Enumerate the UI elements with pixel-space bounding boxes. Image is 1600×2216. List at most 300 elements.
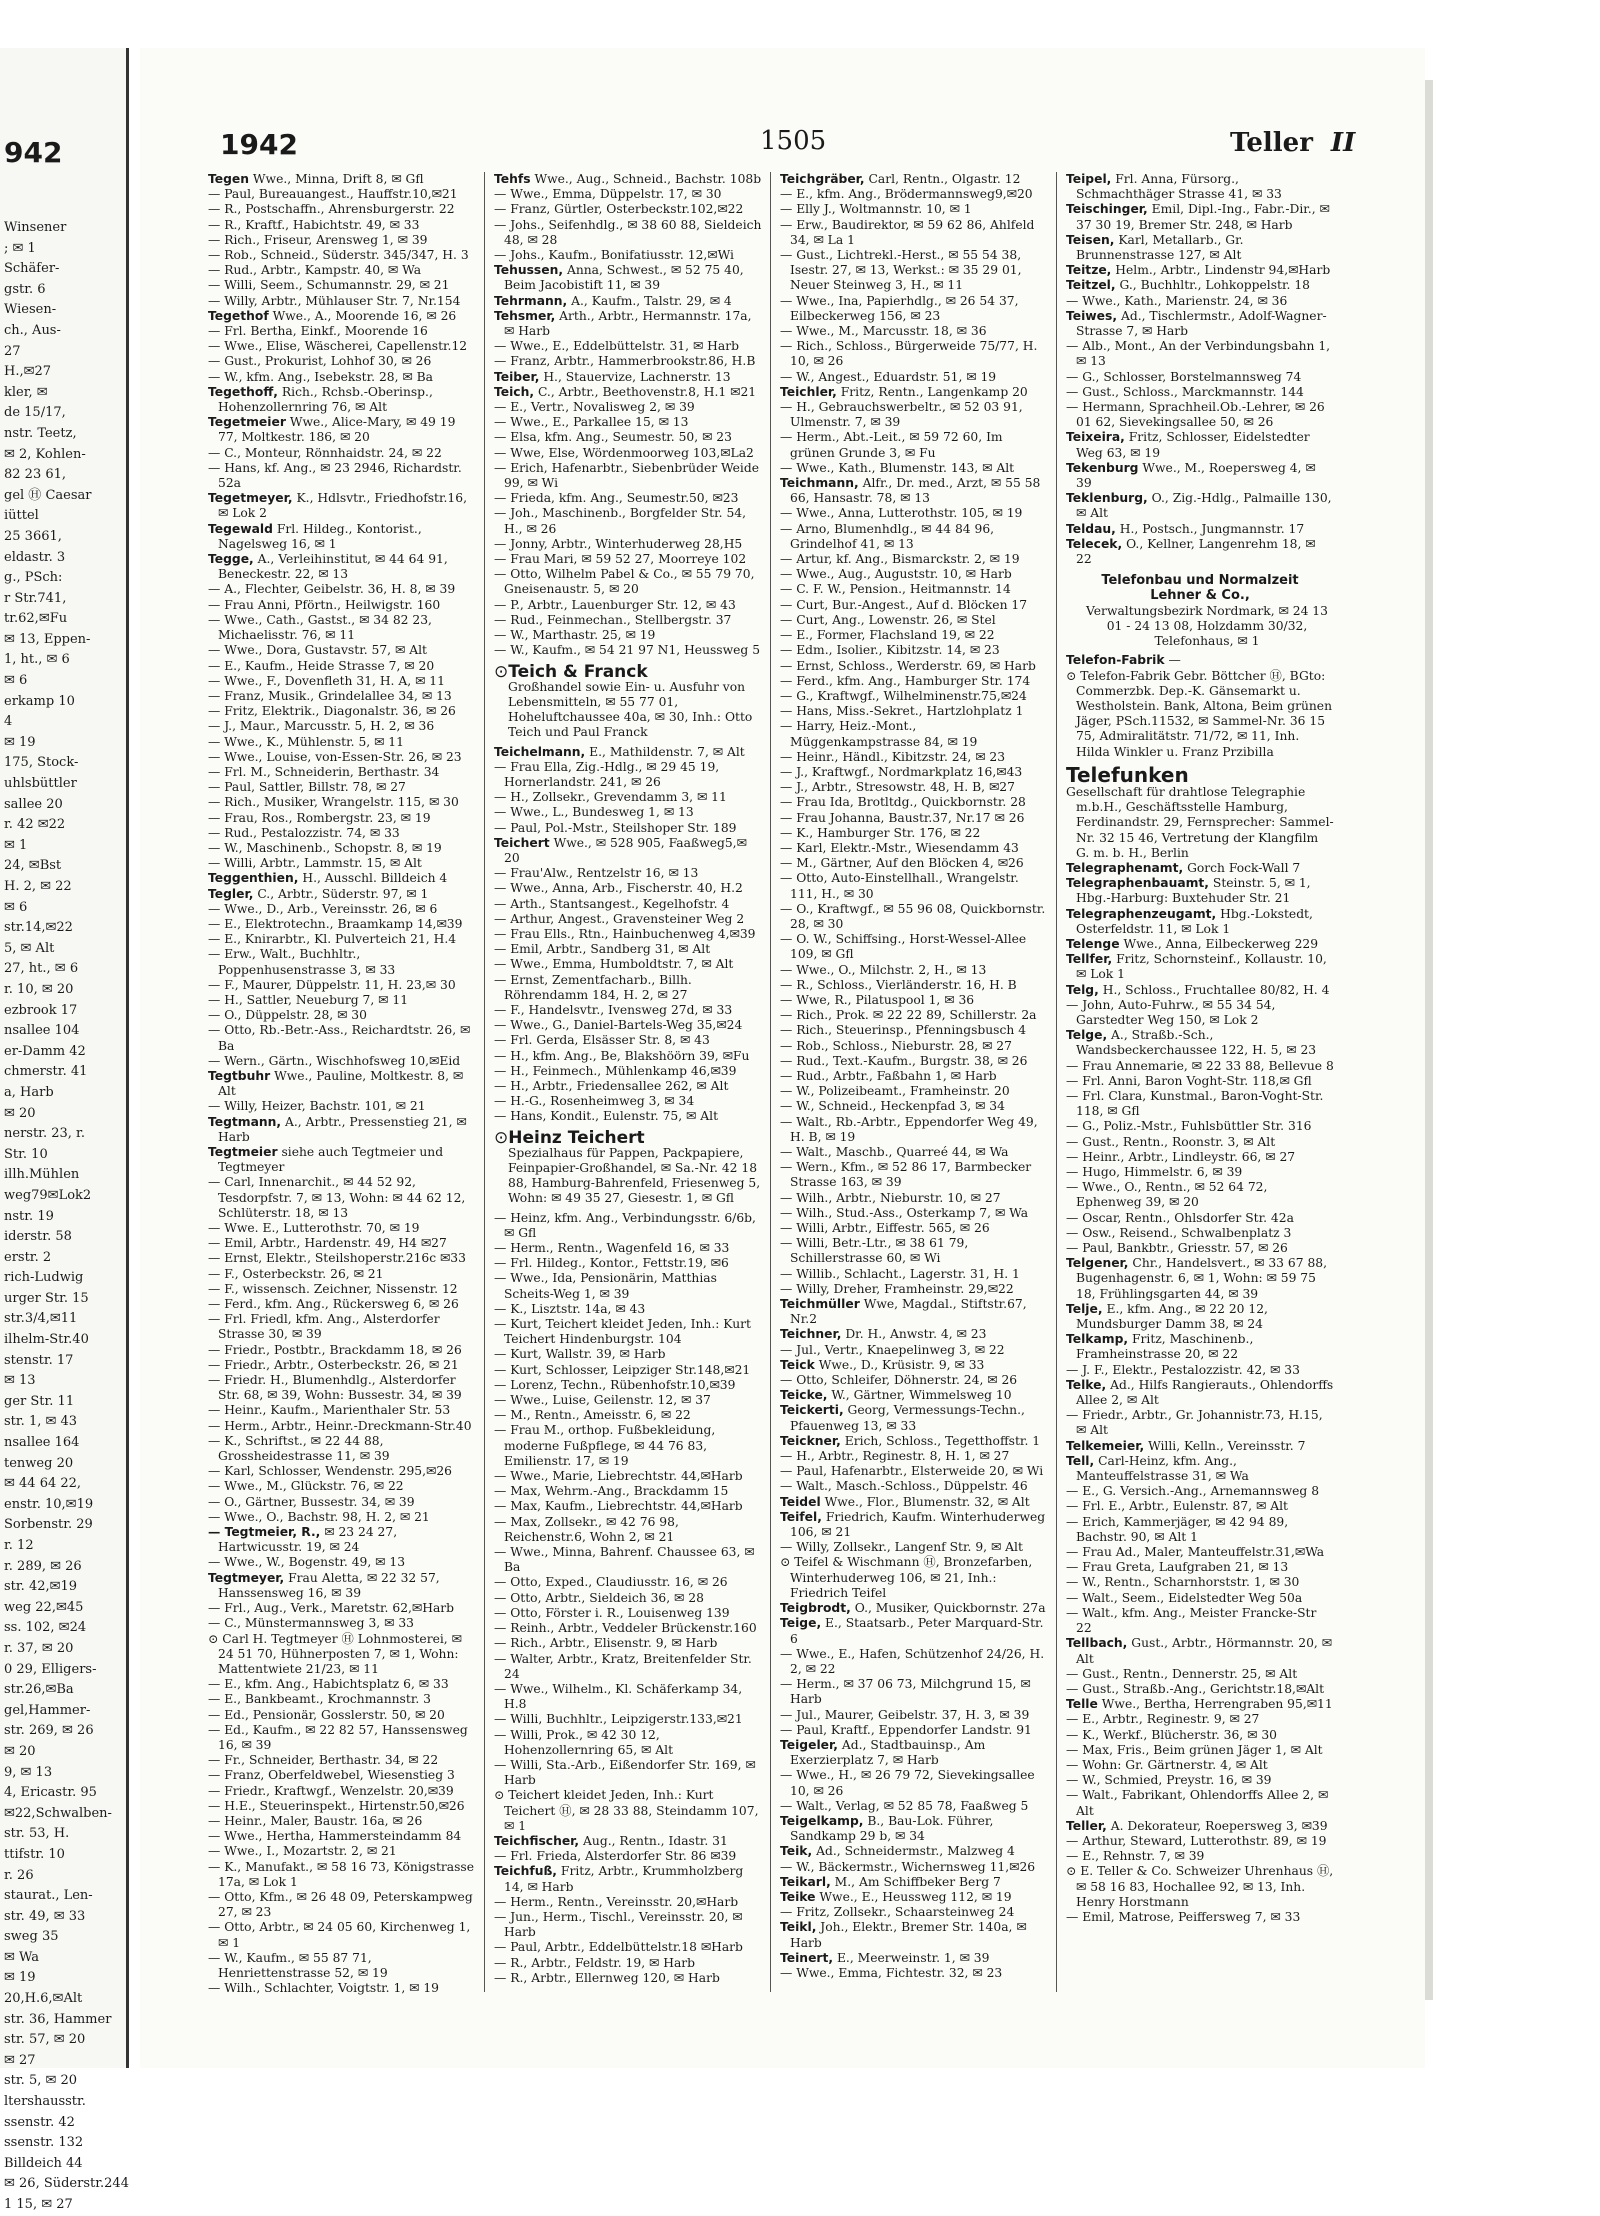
entry-surname: Teichfischer, bbox=[494, 1833, 580, 1848]
entry-details: — A., Flechter, Geibelstr. 36, H. 8, ✉ 39 bbox=[208, 582, 456, 597]
directory-entry bbox=[1066, 1682, 1334, 1697]
entry-details: Fritz, Arbtr., Krummholzberg 14, ✉ Harb bbox=[504, 1864, 744, 1894]
entry-details: — Gust., Schloss., Marckmannstr. 144 bbox=[1066, 384, 1304, 399]
directory-entry bbox=[208, 309, 476, 324]
directory-entry bbox=[208, 993, 476, 1008]
previous-page-line: str.26,✉Ba bbox=[4, 1682, 74, 1698]
entry-details: — Jonny, Arbtr., Winterhuderweg 28,H5 bbox=[494, 536, 743, 551]
directory-entry bbox=[780, 1221, 1048, 1236]
directory-entry bbox=[494, 461, 762, 491]
previous-page-line: Sorbenstr. 29 bbox=[4, 1517, 93, 1533]
entry-details: E., kfm. Ang., ✉ 22 20 12, Mundsburger Damm 38, ✉ 24 bbox=[1076, 1301, 1268, 1332]
entry-details: Wwe, Magdal., Stiftstr.67, Nr.2 bbox=[790, 1297, 1027, 1327]
directory-entry bbox=[1066, 1454, 1334, 1484]
directory-entry bbox=[1066, 1226, 1334, 1241]
entry-details: — Frau Mari, ✉ 59 52 27, Moorreye 102 bbox=[494, 552, 747, 567]
entry-details: — Rud., Pestalozzistr. 74, ✉ 33 bbox=[208, 825, 400, 840]
entry-details: — Paul, Bankbtr., Griesstr. 57, ✉ 26 bbox=[1066, 1241, 1288, 1256]
entry-details: — Wwe., Marie, Liebrechtstr. 44,✉Harb bbox=[494, 1469, 743, 1484]
directory-entry bbox=[494, 1393, 762, 1408]
entry-surname: Teich, bbox=[494, 384, 535, 399]
entry-details: — Wwe., Elise, Wäscherei, Capellenstr.12 bbox=[208, 339, 468, 354]
directory-entry bbox=[780, 826, 1048, 841]
entry-details: — Wwe., Cath., Gastst., ✉ 34 82 23, Michaelisstr. 76, ✉ 11 bbox=[208, 612, 432, 643]
directory-entry bbox=[1066, 278, 1334, 293]
entry-details: Fritz, Schlosser, Eidelstedter Weg 63, ✉ 19 bbox=[1076, 430, 1310, 460]
directory-entry bbox=[208, 826, 476, 841]
directory-entry bbox=[208, 1571, 476, 1601]
previous-page-line: enstr. 10,✉19 bbox=[4, 1496, 94, 1512]
directory-entry bbox=[494, 1064, 762, 1079]
directory-entry bbox=[494, 567, 762, 597]
entry-details: — Willy, Dreher, Framheinstr. 29,✉22 bbox=[780, 1281, 1014, 1296]
directory-entry bbox=[780, 871, 1048, 901]
previous-page-line: 27 bbox=[4, 343, 21, 359]
directory-entry bbox=[208, 1251, 476, 1266]
previous-page-line: r. 12 bbox=[4, 1538, 34, 1553]
entry-details: Steinstr. 5, ✉ 1, Hbg.-Harburg: Buxtehuder Str. 21 bbox=[1076, 876, 1311, 906]
entry-details: — Rud., Arbtr., Kampstr. 40, ✉ Wa bbox=[208, 263, 422, 278]
entry-surname: Teichner, bbox=[780, 1327, 842, 1342]
directory-entry bbox=[494, 172, 762, 187]
previous-page-line: 0 29, Elligers- bbox=[4, 1661, 97, 1677]
previous-page-line: ✉ 20 bbox=[4, 1105, 36, 1121]
entry-surname: Teipel, bbox=[1066, 172, 1112, 186]
entry-details: — K., Lisztstr. 14a, ✉ 43 bbox=[494, 1301, 646, 1316]
entry-details: — Herm., Abt.-Leit., ✉ 59 72 60, Im grünen Grunde 3, ✉ Fu bbox=[780, 430, 1003, 460]
entry-details: — Ernst, Schloss., Werderstr. 69, ✉ Harb bbox=[780, 658, 1036, 673]
entry-details: — Rich., Musiker, Wrangelstr. 115, ✉ 30 bbox=[208, 795, 459, 810]
directory-entry bbox=[1066, 1256, 1334, 1302]
entry-details: — Frau Ells., Rtn., Hainbuchenweg 4,✉39 bbox=[494, 926, 756, 941]
directory-entry bbox=[1066, 1788, 1334, 1818]
entry-details: — Wwe., Louise, von-Essen-Str. 26, ✉ 23 bbox=[208, 749, 462, 764]
entry-details: — Wwe., Ina, Papierhdlg., ✉ 26 54 37, Eilbeckerweg 156, ✉ 23 bbox=[780, 293, 1019, 323]
entry-surname: Telkemeier, bbox=[1066, 1438, 1145, 1453]
directory-entry bbox=[494, 805, 762, 820]
directory-entry bbox=[208, 598, 476, 613]
entry-details: — Gust., Prokurist, Lohhof 30, ✉ 26 bbox=[208, 354, 432, 369]
entry-details: — Fr., Schneider, Berthastr. 34, ✉ 22 bbox=[208, 1753, 439, 1768]
advertisement-text: Verwaltungsbezirk Nordmark, ✉ 24 13 01 - 24 13 08, Holzdamm 30/32, Telefonhaus, ✉ 1 bbox=[1086, 603, 1328, 649]
advertisement-entry bbox=[494, 1127, 762, 1207]
entry-details: H., Ausschl. Billdeich 4 bbox=[302, 871, 448, 886]
entry-details: — Hans, kf. Ang., ✉ 23 2946, Richardstr. 52a bbox=[208, 460, 462, 491]
directory-entry bbox=[1066, 1165, 1334, 1180]
directory-entry bbox=[494, 1682, 762, 1712]
entry-details: — F., Maurer, Düppelstr. 11, H. 23,✉ 30 bbox=[208, 977, 456, 992]
entry-details: — Frau Ella, Zig.-Hdlg., ✉ 29 45 19, Hornerlandstr. 241, ✉ 26 bbox=[494, 759, 720, 789]
directory-entry bbox=[494, 1834, 762, 1849]
directory-entry bbox=[494, 218, 762, 248]
directory-entry bbox=[494, 1018, 762, 1033]
entry-details: Gust., Arbtr., Hörmannstr. 20, ✉ Alt bbox=[1076, 1636, 1333, 1666]
entry-details: — Wwe., G., Daniel-Bartels-Weg 35,✉24 bbox=[494, 1018, 743, 1033]
entry-surname: Teigeler, bbox=[780, 1737, 838, 1752]
entry-details: — C. F. W., Pension., Heitmannstr. 14 bbox=[780, 582, 1011, 597]
previous-page-line: 25 3661, bbox=[4, 528, 62, 544]
entry-details: — Elsa, kfm. Ang., Seumestr. 50, ✉ 23 bbox=[494, 430, 732, 445]
previous-page-line: 24, ✉Bst bbox=[4, 858, 62, 874]
directory-entry bbox=[208, 491, 476, 521]
directory-entry bbox=[494, 1317, 762, 1347]
entry-surname: Telg, bbox=[1066, 982, 1099, 997]
entry-details: — Franz, Gürtler, Osterbeckstr.102,✉22 bbox=[494, 202, 744, 217]
entry-details: — Wohn: Gr. Gärtnerstr. 4, ✉ Alt bbox=[1066, 1757, 1268, 1772]
entry-details: O., Musiker, Quickbornstr. 27a bbox=[854, 1601, 1046, 1616]
entry-details: — R., Schloss., Vierländerstr. 16, H. B bbox=[780, 977, 1017, 992]
directory-entry bbox=[494, 1971, 762, 1986]
previous-page-line: Schäfer- bbox=[4, 261, 60, 277]
previous-page-line: r. 289, ✉ 26 bbox=[4, 1558, 82, 1574]
directory-entry bbox=[1066, 1211, 1334, 1226]
entry-surname: Tegtbuhr bbox=[208, 1068, 271, 1083]
entry-details: ⊙ E. Teller & Co. Schweizer Uhrenhaus Ⓗ, ✉ 58 16 83, Hochallee 92, ✉ 13, Inh. Henry Horstmann bbox=[1066, 1864, 1334, 1909]
entry-details: — Fritz, Elektrik., Diagonalstr. 36, ✉ 26 bbox=[208, 704, 456, 719]
entry-details: — E., Kaufm., Heide Strasse 7, ✉ 20 bbox=[208, 658, 435, 673]
directory-entry bbox=[208, 704, 476, 719]
directory-entry bbox=[208, 1768, 476, 1783]
previous-page-line: sallee 20 bbox=[4, 796, 63, 812]
entry-surname: Telegraphenbauamt, bbox=[1066, 876, 1209, 891]
directory-entry bbox=[1066, 1712, 1334, 1727]
directory-entry bbox=[780, 963, 1048, 978]
entry-details: — Paul, Sattler, Billstr. 78, ✉ 27 bbox=[208, 780, 406, 795]
directory-entry bbox=[780, 1358, 1048, 1373]
directory-entry bbox=[208, 294, 476, 309]
directory-entry bbox=[494, 1003, 762, 1018]
entry-surname: Teinert, bbox=[780, 1950, 834, 1965]
previous-page-line: ✉ 20 bbox=[4, 1743, 36, 1759]
entry-details: — H., Zollsekr., Grevendamm 3, ✉ 11 bbox=[494, 790, 727, 805]
directory-entry bbox=[208, 1723, 476, 1753]
entry-details: Erich, Schloss., Tegetthoffstr. 1 bbox=[844, 1433, 1041, 1448]
entry-details: Frl. Hildeg., Kontorist., Nagelsweg 16, ✉ 1 bbox=[218, 521, 422, 551]
entry-details: — Wwe., W., Bogenstr. 49, ✉ 13 bbox=[208, 1555, 406, 1570]
entry-details: — Rud., Feinmechan., Stellbergstr. 37 bbox=[494, 612, 732, 627]
entry-details: ⊙ Teifel & Wischmann Ⓗ, Bronzefarben, Winterhuderweg 106, ✉ 21, Inh.: Friedrich Teifel bbox=[780, 1555, 1033, 1600]
directory-entry bbox=[780, 1555, 1048, 1601]
entry-surname: Teik, bbox=[780, 1844, 813, 1859]
directory-entry bbox=[1066, 233, 1334, 263]
directory-entry bbox=[780, 172, 1048, 187]
entry-details: — Karl, Schlosser, Wendenstr. 295,✉26 bbox=[208, 1464, 452, 1479]
previous-page-line: ✉ 19 bbox=[4, 1970, 36, 1986]
entry-surname: Teichelmann, bbox=[494, 744, 586, 759]
directory-entry bbox=[1066, 952, 1334, 982]
entry-details: — Herm., Rentn., Vereinsstr. 20,✉Harb bbox=[494, 1894, 739, 1909]
directory-entry bbox=[1066, 785, 1334, 861]
previous-page-line: ch., Aus- bbox=[4, 322, 61, 338]
previous-page-line: ✉ Wa bbox=[4, 1949, 40, 1965]
previous-page-line: gstr. 6 bbox=[4, 281, 46, 297]
directory-entry bbox=[780, 1267, 1048, 1282]
entry-surname: Tegewald bbox=[208, 521, 273, 536]
entry-surname: Teisen, bbox=[1066, 232, 1115, 247]
entry-details: — Jul., Maurer, Geibelstr. 37, H. 3, ✉ 39 bbox=[780, 1707, 1030, 1722]
directory-entry bbox=[494, 248, 762, 263]
entry-details: — Erich, Hafenarbtr., Siebenbrüder Weide 99, ✉ Wi bbox=[494, 460, 760, 491]
directory-entry bbox=[780, 202, 1048, 217]
entry-details: — Arthur, Steward, Lutterothstr. 89, ✉ 19 bbox=[1066, 1833, 1327, 1848]
entry-details: — Frau, Ros., Rombergstr. 23, ✉ 19 bbox=[208, 810, 431, 825]
directory-entry bbox=[1066, 370, 1334, 385]
entry-details: — W., Kaufm., ✉ 55 87 71, Henriettenstrasse 52, ✉ 19 bbox=[208, 1950, 388, 1980]
directory-entry bbox=[208, 1115, 476, 1145]
entry-details: — P., Arbtr., Lauenburger Str. 12, ✉ 43 bbox=[494, 597, 736, 612]
directory-entry bbox=[1066, 1728, 1334, 1743]
entry-details: — Heinr., Kaufm., Marienthaler Str. 53 bbox=[208, 1403, 451, 1418]
entry-details: ✉ 23 24 27, Hartwicusstr. 19, ✉ 24 bbox=[218, 1525, 398, 1555]
directory-entry bbox=[1066, 1910, 1334, 1925]
entry-details: — Walt., Maschb., Quarreé 44, ✉ Wa bbox=[780, 1145, 1009, 1159]
directory-entry bbox=[208, 1677, 476, 1692]
directory-entry bbox=[780, 1875, 1048, 1890]
entry-details: — Paul, Bureauangest., Hauffstr.10,✉21 bbox=[208, 187, 458, 202]
previous-page-line: nstr. 19 bbox=[4, 1208, 54, 1224]
previous-page-fragment bbox=[0, 48, 129, 2212]
directory-entry bbox=[780, 1890, 1048, 1905]
directory-entry bbox=[780, 1738, 1048, 1768]
directory-entry bbox=[1066, 1439, 1334, 1454]
directory-entry bbox=[494, 1109, 762, 1124]
entry-details: ⊙ Teichert kleidet Jeden, Inh.: Kurt Teichert Ⓗ, ✉ 28 33 88, Steindamm 107, ✉ 1 bbox=[494, 1788, 759, 1833]
directory-entry bbox=[208, 1951, 476, 1981]
directory-entry bbox=[780, 1434, 1048, 1449]
entry-surname: Teickner, bbox=[780, 1433, 841, 1448]
previous-page-line: ✉ 44 64 22, bbox=[4, 1476, 82, 1492]
entry-details: Aug., Rentn., Idastr. 31 bbox=[583, 1833, 728, 1848]
column-3 bbox=[780, 172, 1048, 1992]
directory-entry bbox=[780, 1966, 1048, 1981]
directory-entry bbox=[494, 643, 762, 658]
entry-details: — Max, Fris., Beim grünen Jäger 1, ✉ Alt bbox=[1066, 1742, 1323, 1757]
entry-details: — Frl. Frieda, Alsterdorfer Str. 86 ✉39 bbox=[494, 1849, 737, 1864]
advertisement-text: Großhandel sowie Ein- u. Ausfuhr von Lebensmitteln, ✉ 55 77 01, Hoheluftchaussee 40a, ✉ 30, Inh.: Otto Teich und Paul Franck bbox=[508, 679, 753, 740]
directory-entry bbox=[494, 1347, 762, 1362]
previous-page-line: ✉ 2, Kohlen- bbox=[4, 446, 86, 462]
entry-details: — K., Hamburger Str. 176, ✉ 22 bbox=[780, 825, 981, 840]
entry-details: — Frl. M., Schneiderin, Berthastr. 34 bbox=[208, 764, 440, 779]
entry-details: — Franz, Musik., Grindelallee 34, ✉ 13 bbox=[208, 688, 452, 703]
directory-entry bbox=[780, 1403, 1048, 1433]
directory-entry bbox=[780, 1601, 1048, 1616]
entry-details: — Rud., Text.-Kaufm., Burgstr. 38, ✉ 26 bbox=[780, 1053, 1028, 1068]
directory-entry bbox=[208, 324, 476, 339]
previous-page-line: nsallee 104 bbox=[4, 1023, 80, 1039]
entry-surname: Teichmüller bbox=[780, 1297, 860, 1312]
directory-entry bbox=[208, 354, 476, 369]
entry-details: — Kurt, Wallstr. 39, ✉ Harb bbox=[494, 1347, 666, 1362]
directory-entry bbox=[494, 1788, 762, 1834]
directory-entry bbox=[208, 1282, 476, 1297]
entry-surname: Teischinger, bbox=[1066, 202, 1148, 217]
directory-entry bbox=[208, 978, 476, 993]
directory-entry bbox=[208, 461, 476, 491]
entry-surname: Teickerti, bbox=[780, 1403, 844, 1418]
directory-entry bbox=[1066, 1119, 1334, 1134]
entry-details: — Wwe., M., Marcusstr. 18, ✉ 36 bbox=[780, 324, 987, 339]
entry-details: — Rich., Steuerinsp., Pfenningsbusch 4 bbox=[780, 1023, 1027, 1038]
entry-details: — K., Manufakt., ✉ 58 16 73, Königstrasse 17a, ✉ Lok 1 bbox=[208, 1859, 475, 1889]
entry-surname: Teitze, bbox=[1066, 263, 1112, 278]
entry-details: siehe auch Tegtmeier und Tegtmeyer bbox=[218, 1145, 444, 1175]
entry-details: Frau Aletta, ✉ 22 32 57, Hanssensweg 16, ✉ 39 bbox=[218, 1570, 440, 1600]
previous-page-line: str. 49, ✉ 33 bbox=[4, 1908, 86, 1924]
entry-details: Gorch Fock-Wall 7 bbox=[1187, 860, 1301, 875]
previous-page-line: erstr. 2 bbox=[4, 1249, 52, 1265]
directory-entry bbox=[1066, 1089, 1334, 1119]
entry-details: — Erich, Kammerjäger, ✉ 42 94 89, Bachstr. 90, ✉ Alt 1 bbox=[1066, 1514, 1289, 1544]
directory-entry bbox=[780, 1145, 1048, 1160]
directory-entry bbox=[494, 385, 762, 400]
entry-surname: Tehrmann, bbox=[494, 293, 568, 308]
previous-page-line: tenweg 20 bbox=[4, 1455, 74, 1471]
directory-entry bbox=[208, 856, 476, 871]
directory-entry bbox=[494, 760, 762, 790]
directory-entry bbox=[1066, 1150, 1334, 1165]
entry-surname: Telle bbox=[1066, 1697, 1098, 1712]
directory-entry bbox=[1066, 1575, 1334, 1590]
entry-details: — Alb., Mont., An der Verbindungsbahn 1, ✉ 13 bbox=[1066, 339, 1331, 369]
entry-details: — Fritz, Zollsekr., Schaarsteinweg 24 bbox=[780, 1905, 1015, 1920]
directory-entry bbox=[494, 628, 762, 643]
directory-entry bbox=[494, 1256, 762, 1271]
entry-details: — Willi, Seem., Schumannstr. 29, ✉ 21 bbox=[208, 278, 450, 293]
directory-entry bbox=[780, 248, 1048, 294]
entry-details: — Wwe., K., Mühlenstr. 5, ✉ 11 bbox=[208, 734, 404, 749]
entry-details: — E., Former, Flachsland 19, ✉ 22 bbox=[780, 628, 995, 643]
directory-entry bbox=[780, 1191, 1048, 1206]
directory-entry bbox=[780, 385, 1048, 400]
directory-entry bbox=[208, 902, 476, 917]
directory-entry bbox=[1066, 1302, 1334, 1332]
previous-page-line: ssenstr. 42 bbox=[4, 2114, 75, 2130]
entry-details: — Edm., Isolier., Kibitzstr. 14, ✉ 23 bbox=[780, 643, 1000, 658]
directory-entry bbox=[208, 339, 476, 354]
directory-entry bbox=[208, 750, 476, 765]
directory-entry bbox=[494, 598, 762, 613]
directory-entry bbox=[208, 1434, 476, 1464]
directory-entry bbox=[208, 917, 476, 932]
entry-details: — H., Arbtr., Friedensallee 262, ✉ Alt bbox=[494, 1078, 729, 1093]
directory-entry bbox=[1066, 1499, 1334, 1514]
entry-details: — M., Gärtner, Auf den Blöcken 4, ✉26 bbox=[780, 856, 1024, 871]
entry-details: — Erw., Walt., Buchhltr., Poppenhusenstrasse 3, ✉ 33 bbox=[208, 947, 396, 977]
entry-details: — Frl. Friedl, kfm. Ang., Alsterdorfer Strasse 30, ✉ 39 bbox=[208, 1312, 440, 1342]
previous-page-line: ✉ 27 bbox=[4, 2052, 36, 2068]
entry-details: — Willib., Schlacht., Lagerstr. 31, H. 1 bbox=[780, 1266, 1020, 1281]
entry-details: — bbox=[1168, 653, 1181, 668]
previous-page-line: r Str.741, bbox=[4, 590, 67, 606]
page-number: 1505 bbox=[760, 126, 827, 156]
advertisement-entry bbox=[1066, 573, 1334, 649]
entry-details: G., Buchhltr., Lohkoppelstr. 18 bbox=[1119, 278, 1310, 293]
entry-details: — E., Arbtr., Reginestr. 9, ✉ 27 bbox=[1066, 1712, 1260, 1727]
directory-entry bbox=[1066, 983, 1334, 998]
entry-details: — Wilh., Schlachter, Voigtstr. 1, ✉ 19 bbox=[208, 1981, 440, 1996]
previous-page-line: Wiesen- bbox=[4, 302, 57, 318]
directory-entry bbox=[780, 1343, 1048, 1358]
previous-page-line: 4 bbox=[4, 714, 13, 730]
entry-details: Hbg.-Lokstedt, Osterfeldstr. 11, ✉ Lok 1 bbox=[1076, 906, 1313, 936]
entry-details: Carl-Heinz, kfm. Ang., Manteuffelstrasse 31, ✉ Wa bbox=[1076, 1453, 1249, 1484]
entry-surname: Teggenthien, bbox=[208, 871, 299, 886]
directory-entry bbox=[494, 1469, 762, 1484]
previous-page-line: str. 1, ✉ 43 bbox=[4, 1414, 78, 1430]
entry-surname: Teklenburg, bbox=[1066, 491, 1148, 506]
directory-entry bbox=[494, 1575, 762, 1590]
entry-details: — K., Schriftst., ✉ 22 44 88, Grossheidestrasse 11, ✉ 39 bbox=[208, 1433, 390, 1464]
entry-details: — Ferd., kfm. Ang., Rückersweg 6, ✉ 26 bbox=[208, 1297, 459, 1312]
entry-details: — M., Rentn., Ameisstr. 6, ✉ 22 bbox=[494, 1408, 691, 1423]
entry-surname: Teicke, bbox=[780, 1388, 828, 1403]
entry-details: — Ed., Kaufm., ✉ 22 82 57, Hanssensweg 16, ✉ 39 bbox=[208, 1722, 468, 1752]
previous-page-line: 1 15, ✉ 27 bbox=[4, 2197, 73, 2212]
entry-details: C., Arbtr., Beethovenstr.8, H.1 ✉21 bbox=[537, 384, 757, 399]
entry-surname: Teikarl, bbox=[780, 1874, 831, 1889]
directory-entry bbox=[780, 461, 1048, 476]
directory-entry bbox=[208, 1920, 476, 1950]
entry-details: — Franz, Oberfeldwebel, Wiesenstieg 3 bbox=[208, 1768, 455, 1783]
entry-details: — Frl. Gerda, Elsässer Str. 8, ✉ 43 bbox=[494, 1033, 710, 1048]
directory-entry bbox=[208, 1632, 476, 1678]
entry-details: — Gust., Rentn., Roonstr. 3, ✉ Alt bbox=[1066, 1134, 1276, 1149]
entry-surname: Teifel, bbox=[780, 1509, 822, 1524]
directory-entry bbox=[494, 1378, 762, 1393]
entry-details: — Otto, Arbtr., ✉ 24 05 60, Kirchenweg 1, ✉ 1 bbox=[208, 1920, 471, 1950]
entry-details: — Friedr., Kraftwgf., Wenzelstr. 20,✉39 bbox=[208, 1783, 454, 1798]
previous-page-line: ✉ 26, Süderstr.244 bbox=[4, 2176, 129, 2192]
entry-surname: Tegetmeyer, bbox=[208, 491, 293, 506]
entry-details: — Gust., Straßb.-Ang., Gerichtstr.18,✉Alt bbox=[1066, 1681, 1325, 1696]
entry-details: — Frau Anni, Pförtn., Heilwigstr. 160 bbox=[208, 597, 441, 612]
entry-details: H., Schloss., Fruchtallee 80/82, H. 4 bbox=[1102, 982, 1330, 997]
previous-page-line: g., PSch: bbox=[4, 570, 63, 586]
entry-details: — Erw., Baudirektor, ✉ 59 62 86, Ahlfeld 34, ✉ La 1 bbox=[780, 217, 1035, 247]
directory-entry bbox=[208, 765, 476, 780]
entry-details: — Wwe., L., Bundesweg 1, ✉ 13 bbox=[494, 805, 694, 820]
directory-entry bbox=[780, 400, 1048, 430]
entry-details: — Emil, Arbtr., Hardenstr. 49, H4 ✉27 bbox=[208, 1236, 447, 1251]
entry-details: ⊙ Carl H. Tegtmeyer Ⓗ Lohnmosterei, ✉ 24 51 70, Hühnerposten 7, ✉ 1, Wohn: Mattentwiete 21/23, ✉ 11 bbox=[208, 1631, 462, 1676]
entry-details: — Wwe., Dora, Gustavstr. 57, ✉ Alt bbox=[208, 643, 427, 658]
entry-surname: Teigelkamp, bbox=[780, 1813, 864, 1828]
entry-surname: Tegtmeyer, bbox=[208, 1570, 285, 1585]
entry-surname: Teixeira, bbox=[1066, 430, 1125, 445]
entry-details: — Max, Kaufm., Liebrechtstr. 44,✉Harb bbox=[494, 1499, 743, 1514]
directory-entry bbox=[1066, 998, 1334, 1028]
entry-surname: Tellbach, bbox=[1066, 1636, 1128, 1651]
directory-entry bbox=[494, 790, 762, 805]
directory-entry bbox=[780, 218, 1048, 248]
entry-details: — Rich., Schloss., Bürgerweide 75/77, H. 10, ✉ 26 bbox=[780, 339, 1038, 369]
directory-entry bbox=[1066, 339, 1334, 369]
previous-page-line: str. 57, ✉ 20 bbox=[4, 2032, 86, 2048]
entry-details: — G., Schlosser, Borstelmannsweg 74 bbox=[1066, 369, 1302, 384]
directory-entry bbox=[780, 1297, 1048, 1327]
entry-surname: Tegen bbox=[208, 172, 249, 186]
entry-details: — H., Gebrauchswerbeltr., ✉ 52 03 91, Ulmenstr. 7, ✉ 39 bbox=[780, 400, 1023, 430]
previous-page-line: ss. 102, ✉24 bbox=[4, 1620, 87, 1636]
entry-details: — Frl. Bertha, Einkf., Moorende 16 bbox=[208, 324, 428, 339]
previous-page-line: chmerstr. 41 bbox=[4, 1064, 88, 1080]
entry-details: — C., Münstermannsweg 3, ✉ 33 bbox=[208, 1616, 414, 1631]
entry-details: Alfr., Dr. med., Arzt, ✉ 55 58 66, Hansastr. 78, ✉ 13 bbox=[790, 476, 1041, 506]
directory-entry bbox=[494, 1606, 762, 1621]
entry-surname: Teidel bbox=[780, 1494, 821, 1509]
entry-details: — Wwe., Emma, Düppelstr. 17, ✉ 30 bbox=[494, 187, 722, 202]
